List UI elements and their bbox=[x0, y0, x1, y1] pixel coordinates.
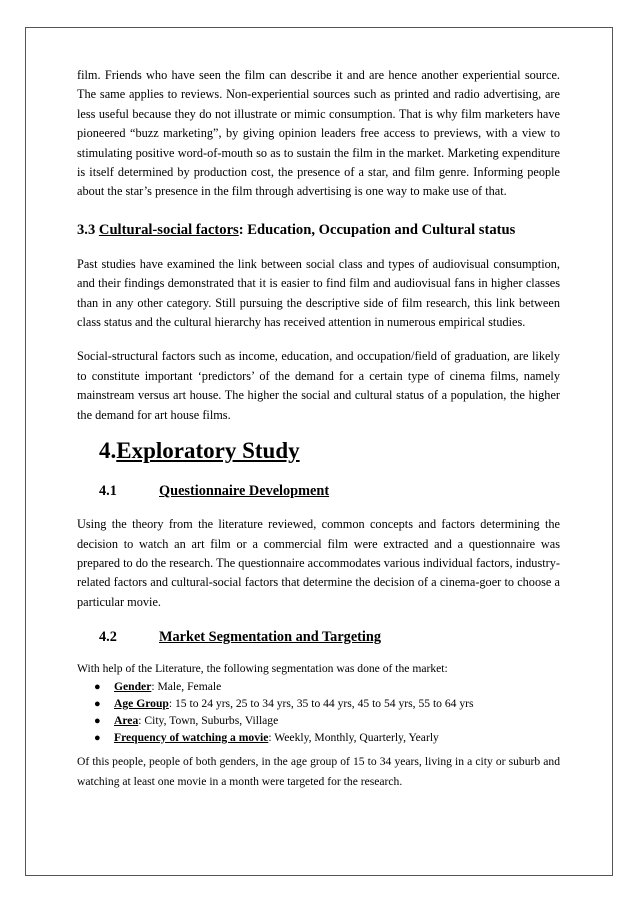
chapter-4-number: 4. bbox=[99, 438, 117, 464]
section-4-1-number: 4.1 bbox=[99, 483, 117, 500]
bullet-icon: ● bbox=[94, 714, 101, 727]
segment-value: : Male, Female bbox=[151, 680, 222, 694]
bullet-icon: ● bbox=[94, 731, 101, 744]
section-3-3-underlined-title: Cultural-social factors bbox=[98, 221, 239, 238]
section-4-2-heading bbox=[77, 627, 560, 647]
segment-area bbox=[77, 713, 560, 730]
section-3-3-paragraph-1: Past studies have examined the link between social class and types of audiovisual consumption, and their findings demonstrated that it is easier to find film and audiovisual fans in higher classes than in any other category. Still pursuing the descriptive side of film research, this link between class status and the cultural hierarchy has received attention in numerous empirical studies. bbox=[77, 256, 560, 330]
segment-key: Gender bbox=[114, 680, 152, 694]
chapter-4-title: Exploratory Study bbox=[116, 438, 300, 464]
segment-key: Frequency of watching a movie bbox=[114, 730, 269, 744]
page-content bbox=[77, 66, 560, 792]
section-4-1-title: Questionnaire Development bbox=[159, 483, 330, 500]
section-3-3-rest-title: : Education, Occupation and Cultural status bbox=[238, 221, 516, 238]
bullet-icon: ● bbox=[94, 681, 101, 694]
section-3-3-heading bbox=[77, 220, 560, 240]
section-3-3-number: 3.3 bbox=[77, 221, 96, 238]
section-4-1-paragraph: Using the theory from the literature reviewed, common concepts and factors determining the decision to watch an art film or a commercial film were extracted and a questionnaire was prepared to do the research. The questionnaire accommodates various individual factors, industry-related factors and cultural-social factors that determine the decision of a cinema-goer to choose a particular movie. bbox=[77, 517, 560, 609]
segment-age-group bbox=[77, 696, 560, 713]
section-4-2-conclusion: Of this people, people of both genders, in the age group of 15 to 34 years, living in a city or suburb and watching at least one movie in a month were targeted for the research. bbox=[77, 755, 560, 789]
segmentation-list bbox=[77, 679, 560, 746]
segment-value: : 15 to 24 yrs, 25 to 34 yrs, 35 to 44 yrs, 45 to 54 yrs, 55 to 64 yrs bbox=[168, 696, 474, 710]
bullet-icon: ● bbox=[94, 697, 101, 710]
intro-paragraph: film. Friends who have seen the film can describe it and are hence another experiential source. The same applies to reviews. Non-experiential sources such as printed and radio advertising, are less useful because they do not illustrate or mimic consumption. That is why film marketers have pioneered “buzz marketing”, by giving opinion leaders free access to previews, with a view to stimulating positive word-of-mouth so as to sustain the film in the market. Marketing expenditure is itself determined by production cost, the presence of a star, and film genre. Informing people about the star’s presence in the film through advertising is one way to make use of that. bbox=[77, 68, 560, 199]
section-4-2-intro: With help of the Literature, the following segmentation was done of the market: bbox=[77, 662, 448, 676]
section-4-2-title: Market Segmentation and Targeting bbox=[159, 629, 381, 646]
section-3-3-paragraph-2: Social-structural factors such as income, education, and occupation/field of graduation, are likely to constitute important ‘predictors’ of the demand for a certain type of cinema films, namely mainstream versus art house. The higher the social and cultural status of a population, the higher the demand for art house films. bbox=[77, 349, 560, 422]
segment-value: : Weekly, Monthly, Quarterly, Yearly bbox=[268, 730, 439, 744]
segment-frequency bbox=[77, 730, 560, 747]
section-4-2-number: 4.2 bbox=[99, 629, 117, 646]
chapter-4-heading bbox=[77, 436, 560, 466]
segment-value: : City, Town, Suburbs, Village bbox=[138, 713, 279, 727]
segment-key: Age Group bbox=[114, 696, 169, 710]
segment-key: Area bbox=[114, 713, 139, 727]
section-4-1-heading bbox=[77, 481, 560, 501]
segment-gender bbox=[77, 679, 560, 696]
